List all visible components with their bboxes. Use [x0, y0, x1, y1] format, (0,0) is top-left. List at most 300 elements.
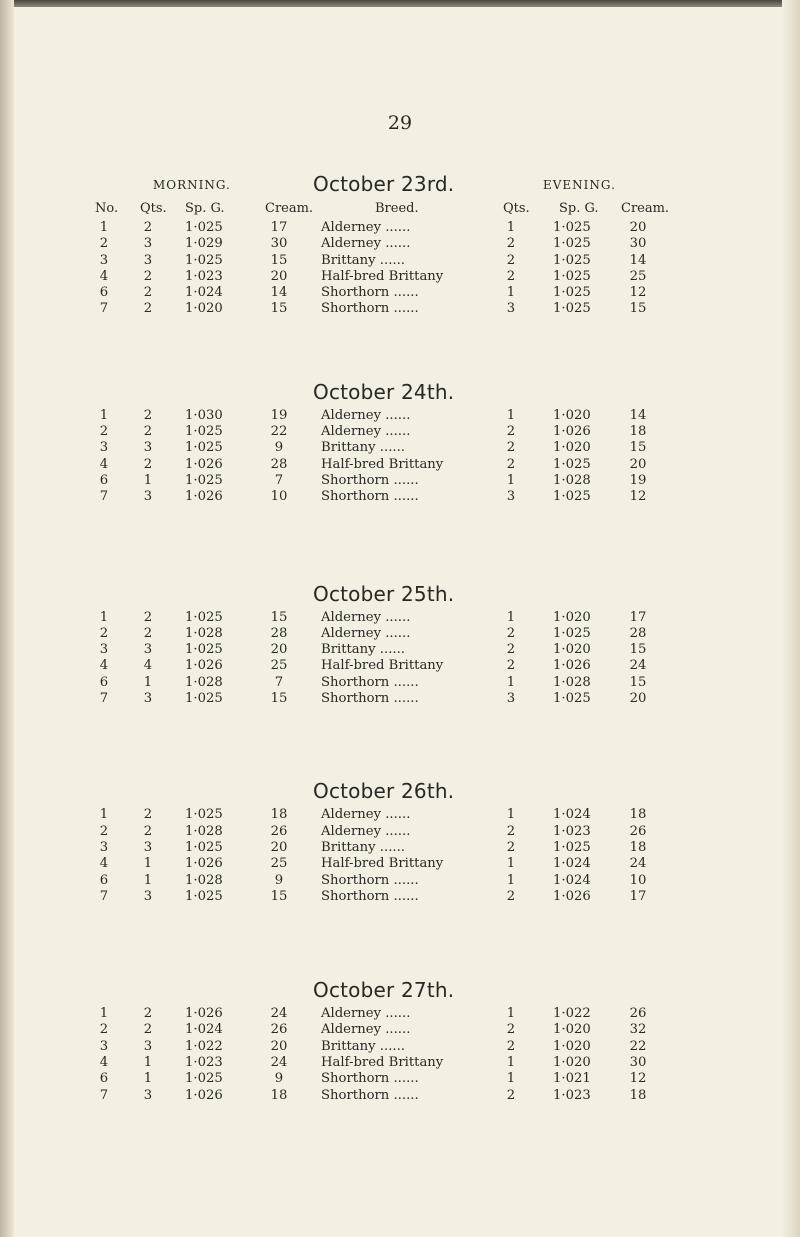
evening-qts-cell: 1: [506, 1071, 516, 1087]
table-row: [95, 1055, 795, 1071]
table-row: [95, 457, 795, 473]
table-row: [95, 1088, 795, 1104]
evening-qts-cell: 2: [506, 252, 516, 268]
breed-cell: Alderney ......: [321, 236, 411, 252]
morning-cream-cell: 20: [270, 839, 288, 855]
section-title-line: [95, 972, 795, 1006]
morning-spg-cell: 1·030: [185, 407, 223, 423]
morning-spg-cell: 1·025: [185, 642, 223, 658]
morning-qts-cell: 3: [143, 1038, 153, 1054]
evening-cream-cell: 24: [629, 658, 647, 674]
breed-cell: Brittany ......: [321, 1038, 405, 1054]
evening-cream-cell: 14: [629, 407, 647, 423]
breed-cell: Alderney ......: [321, 625, 411, 641]
morning-cream-cell: 9: [274, 872, 284, 888]
table-row: [95, 824, 795, 840]
evening-qts-cell: 3: [506, 301, 516, 317]
morning-spg-cell: 1·022: [185, 1038, 223, 1054]
morning-cream-cell: 22: [270, 424, 288, 440]
evening-cream-cell: 12: [629, 489, 647, 505]
col-breed: Breed.: [375, 201, 419, 216]
breed-cell: Alderney ......: [321, 1006, 411, 1022]
evening-spg-cell: 1·025: [553, 285, 591, 301]
evening-qts-cell: 2: [506, 456, 516, 472]
morning-cream-cell: 26: [270, 1022, 288, 1038]
table-row: [95, 301, 795, 317]
evening-qts-cell: 1: [506, 1006, 516, 1022]
breed-cell: Shorthorn ......: [321, 285, 419, 301]
evening-qts-cell: 1: [506, 807, 516, 823]
morning-qts-cell: 2: [143, 625, 153, 641]
col-evening-qts: Qts.: [503, 201, 530, 216]
morning-qts-cell: 3: [143, 888, 153, 904]
table-row: [95, 269, 795, 285]
morning-spg-cell: 1·023: [185, 1055, 223, 1071]
evening-qts-cell: 2: [506, 642, 516, 658]
morning-qts-cell: 4: [143, 658, 153, 674]
table-row: [95, 1022, 795, 1038]
table-row: [95, 440, 795, 456]
row-no-cell: 2: [99, 424, 109, 440]
morning-cream-cell: 7: [274, 472, 284, 488]
breed-cell: Half-bred Brittany: [321, 456, 444, 472]
evening-qts-cell: 1: [506, 220, 516, 235]
evening-cream-cell: 20: [629, 456, 647, 472]
evening-cream-cell: 24: [629, 856, 647, 872]
evening-cream-cell: 28: [629, 625, 647, 641]
morning-qts-cell: 3: [143, 691, 153, 707]
morning-spg-cell: 1·020: [185, 301, 223, 317]
table-row: [95, 626, 795, 642]
evening-cream-cell: 17: [629, 609, 647, 625]
row-no-cell: 7: [99, 888, 109, 904]
morning-spg-cell: 1·028: [185, 625, 223, 641]
morning-cream-cell: 18: [270, 1087, 288, 1103]
evening-qts-cell: 2: [506, 625, 516, 641]
evening-qts-cell: 2: [506, 424, 516, 440]
morning-spg-cell: 1·029: [185, 236, 223, 252]
evening-spg-cell: 1·020: [553, 440, 591, 456]
row-no-cell: 7: [99, 489, 109, 505]
breed-cell: Alderney ......: [321, 823, 411, 839]
row-no-cell: 1: [99, 609, 109, 625]
evening-qts-cell: 2: [506, 839, 516, 855]
morning-spg-cell: 1·026: [185, 489, 223, 505]
evening-spg-cell: 1·020: [553, 609, 591, 625]
evening-qts-cell: 2: [506, 440, 516, 456]
breed-cell: Brittany ......: [321, 252, 405, 268]
morning-cream-cell: 9: [274, 440, 284, 456]
morning-cream-cell: 15: [270, 301, 288, 317]
page-left-edge: [0, 0, 14, 1237]
evening-qts-cell: 2: [506, 658, 516, 674]
day-section: [95, 576, 795, 708]
morning-cream-cell: 14: [270, 285, 288, 301]
row-no-cell: 2: [99, 236, 109, 252]
morning-qts-cell: 2: [143, 456, 153, 472]
evening-spg-cell: 1·024: [553, 872, 591, 888]
evening-spg-cell: 1·020: [553, 1022, 591, 1038]
evening-cream-cell: 30: [629, 1055, 647, 1071]
morning-qts-cell: 1: [143, 1071, 153, 1087]
row-no-cell: 6: [99, 872, 109, 888]
evening-qts-cell: 2: [506, 823, 516, 839]
morning-qts-cell: 3: [143, 642, 153, 658]
breed-cell: Alderney ......: [321, 609, 411, 625]
session-header: [95, 172, 795, 198]
morning-cream-cell: 28: [270, 456, 288, 472]
morning-spg-cell: 1·026: [185, 856, 223, 872]
breed-cell: Alderney ......: [321, 424, 411, 440]
evening-spg-cell: 1·025: [553, 456, 591, 472]
row-no-cell: 2: [99, 625, 109, 641]
evening-spg-cell: 1·023: [553, 823, 591, 839]
table-row: [95, 610, 795, 626]
col-morning-cream: Cream.: [265, 201, 314, 216]
evening-qts-cell: 3: [506, 691, 516, 707]
evening-spg-cell: 1·025: [553, 625, 591, 641]
evening-cream-cell: 30: [629, 236, 647, 252]
section-title-line: [95, 576, 795, 610]
evening-spg-cell: 1·026: [553, 658, 591, 674]
evening-cream-cell: 19: [629, 472, 647, 488]
evening-cream-cell: 12: [629, 285, 647, 301]
evening-qts-cell: 1: [506, 856, 516, 872]
evening-spg-cell: 1·022: [553, 1006, 591, 1022]
evening-spg-cell: 1·025: [553, 220, 591, 235]
morning-qts-cell: 2: [143, 1022, 153, 1038]
evening-cream-cell: 32: [629, 1022, 647, 1038]
morning-qts-cell: 3: [143, 236, 153, 252]
breed-cell: Alderney ......: [321, 1022, 411, 1038]
morning-spg-cell: 1·024: [185, 285, 223, 301]
morning-qts-cell: 3: [143, 839, 153, 855]
evening-cream-cell: 15: [629, 642, 647, 658]
morning-spg-cell: 1·028: [185, 823, 223, 839]
morning-qts-cell: 1: [143, 1055, 153, 1071]
row-no-cell: 1: [99, 807, 109, 823]
morning-spg-cell: 1·025: [185, 691, 223, 707]
row-no-cell: 3: [99, 1038, 109, 1054]
evening-qts-cell: 1: [506, 407, 516, 423]
evening-cream-cell: 25: [629, 268, 647, 284]
breed-cell: Shorthorn ......: [321, 1071, 419, 1087]
row-no-cell: 7: [99, 301, 109, 317]
morning-cream-cell: 20: [270, 1038, 288, 1054]
section-title: October 23rd.: [313, 172, 455, 196]
evening-spg-cell: 1·026: [553, 888, 591, 904]
evening-qts-cell: 1: [506, 1055, 516, 1071]
evening-spg-cell: 1·026: [553, 424, 591, 440]
morning-cream-cell: 15: [270, 609, 288, 625]
morning-cream-cell: 10: [270, 489, 288, 505]
morning-cream-cell: 26: [270, 823, 288, 839]
morning-cream-cell: 20: [270, 642, 288, 658]
column-headers: [95, 198, 795, 220]
morning-qts-cell: 1: [143, 872, 153, 888]
morning-cream-cell: 7: [274, 674, 284, 690]
morning-spg-cell: 1·025: [185, 472, 223, 488]
evening-qts-cell: 1: [506, 609, 516, 625]
dairy-table: [95, 172, 795, 1104]
breed-cell: Alderney ......: [321, 220, 411, 235]
morning-cream-cell: 24: [270, 1006, 288, 1022]
breed-cell: Alderney ......: [321, 807, 411, 823]
breed-cell: Brittany ......: [321, 839, 405, 855]
morning-cream-cell: 15: [270, 888, 288, 904]
breed-cell: Half-bred Brittany: [321, 1055, 444, 1071]
morning-cream-cell: 30: [270, 236, 288, 252]
row-no-cell: 4: [99, 856, 109, 872]
table-row: [95, 1039, 795, 1055]
sections-container: [95, 220, 795, 1104]
table-row: [95, 220, 795, 236]
evening-qts-cell: 1: [506, 285, 516, 301]
evening-spg-cell: 1·028: [553, 472, 591, 488]
day-section: [95, 972, 795, 1104]
page-number: 29: [387, 112, 413, 134]
table-row: [95, 489, 795, 505]
breed-cell: Half-bred Brittany: [321, 856, 444, 872]
row-no-cell: 4: [99, 456, 109, 472]
row-no-cell: 1: [99, 407, 109, 423]
row-no-cell: 3: [99, 252, 109, 268]
evening-qts-cell: 2: [506, 236, 516, 252]
evening-cream-cell: 18: [629, 839, 647, 855]
section-title: October 27th.: [313, 978, 455, 1003]
row-no-cell: 7: [99, 1087, 109, 1103]
morning-spg-cell: 1·025: [185, 839, 223, 855]
morning-qts-cell: 3: [143, 252, 153, 268]
morning-spg-cell: 1·025: [185, 1071, 223, 1087]
morning-cream-cell: 28: [270, 625, 288, 641]
evening-qts-cell: 2: [506, 268, 516, 284]
evening-cream-cell: 15: [629, 301, 647, 317]
morning-qts-cell: 3: [143, 489, 153, 505]
breed-cell: Shorthorn ......: [321, 888, 419, 904]
day-section: [95, 374, 795, 506]
evening-label: EVENING.: [543, 178, 616, 192]
evening-qts-cell: 3: [506, 489, 516, 505]
evening-spg-cell: 1·024: [553, 856, 591, 872]
evening-spg-cell: 1·025: [553, 236, 591, 252]
table-row: [95, 856, 795, 872]
morning-qts-cell: 2: [143, 220, 153, 235]
morning-qts-cell: 2: [143, 1006, 153, 1022]
morning-spg-cell: 1·025: [185, 252, 223, 268]
row-no-cell: 2: [99, 1022, 109, 1038]
table-row: [95, 424, 795, 440]
section-title: October 26th.: [313, 779, 455, 804]
morning-spg-cell: 1·025: [185, 609, 223, 625]
evening-spg-cell: 1·028: [553, 674, 591, 690]
morning-cream-cell: 19: [270, 407, 288, 423]
table-row: [95, 253, 795, 269]
table-row: [95, 1006, 795, 1022]
morning-qts-cell: 2: [143, 268, 153, 284]
breed-cell: Brittany ......: [321, 642, 405, 658]
morning-spg-cell: 1·024: [185, 1022, 223, 1038]
row-no-cell: 7: [99, 691, 109, 707]
morning-spg-cell: 1·025: [185, 440, 223, 456]
section-title: October 24th.: [313, 379, 455, 404]
morning-qts-cell: 2: [143, 285, 153, 301]
row-no-cell: 1: [99, 220, 109, 235]
evening-cream-cell: 15: [629, 674, 647, 690]
evening-cream-cell: 22: [629, 1038, 647, 1054]
table-row: [95, 675, 795, 691]
morning-qts-cell: 1: [143, 856, 153, 872]
morning-qts-cell: 3: [143, 440, 153, 456]
table-row: [95, 285, 795, 301]
evening-spg-cell: 1·020: [553, 1055, 591, 1071]
evening-cream-cell: 15: [629, 440, 647, 456]
evening-qts-cell: 2: [506, 1087, 516, 1103]
morning-spg-cell: 1·025: [185, 888, 223, 904]
row-no-cell: 4: [99, 1055, 109, 1071]
col-morning-spg: Sp. G.: [185, 201, 225, 216]
table-row: [95, 642, 795, 658]
table-row: [95, 658, 795, 674]
evening-cream-cell: 10: [629, 872, 647, 888]
evening-qts-cell: 2: [506, 1038, 516, 1054]
table-row: [95, 873, 795, 889]
col-evening-spg: Sp. G.: [559, 201, 599, 216]
morning-cream-cell: 18: [270, 807, 288, 823]
breed-cell: Shorthorn ......: [321, 674, 419, 690]
morning-spg-cell: 1·023: [185, 268, 223, 284]
day-section: [95, 773, 795, 905]
row-no-cell: 3: [99, 642, 109, 658]
evening-cream-cell: 18: [629, 1087, 647, 1103]
table-row: [95, 236, 795, 252]
evening-spg-cell: 1·020: [553, 642, 591, 658]
evening-spg-cell: 1·025: [553, 839, 591, 855]
evening-spg-cell: 1·025: [553, 268, 591, 284]
row-no-cell: 4: [99, 658, 109, 674]
row-no-cell: 6: [99, 1071, 109, 1087]
table-row: [95, 889, 795, 905]
evening-cream-cell: 26: [629, 1006, 647, 1022]
evening-cream-cell: 20: [629, 691, 647, 707]
evening-cream-cell: 26: [629, 823, 647, 839]
breed-cell: Shorthorn ......: [321, 301, 419, 317]
morning-qts-cell: 2: [143, 424, 153, 440]
section-title: October 25th.: [313, 581, 455, 606]
evening-qts-cell: 1: [506, 872, 516, 888]
evening-spg-cell: 1·025: [553, 691, 591, 707]
col-no: No.: [95, 201, 119, 216]
evening-cream-cell: 17: [629, 888, 647, 904]
morning-cream-cell: 17: [270, 220, 288, 235]
breed-cell: Half-bred Brittany: [321, 658, 444, 674]
section-title-line: [95, 374, 795, 408]
morning-cream-cell: 15: [270, 252, 288, 268]
morning-qts-cell: 1: [143, 472, 153, 488]
section-title-line: [95, 773, 795, 807]
morning-spg-cell: 1·026: [185, 456, 223, 472]
morning-spg-cell: 1·028: [185, 674, 223, 690]
evening-qts-cell: 1: [506, 472, 516, 488]
morning-spg-cell: 1·025: [185, 220, 223, 235]
table-row: [95, 691, 795, 707]
morning-spg-cell: 1·026: [185, 1087, 223, 1103]
morning-cream-cell: 25: [270, 856, 288, 872]
morning-qts-cell: 2: [143, 823, 153, 839]
breed-cell: Half-bred Brittany: [321, 268, 444, 284]
table-row: [95, 473, 795, 489]
evening-cream-cell: 20: [629, 220, 647, 235]
table-row: [95, 1071, 795, 1087]
morning-cream-cell: 25: [270, 658, 288, 674]
morning-cream-cell: 20: [270, 268, 288, 284]
evening-spg-cell: 1·020: [553, 407, 591, 423]
morning-cream-cell: 24: [270, 1055, 288, 1071]
morning-qts-cell: 2: [143, 301, 153, 317]
evening-cream-cell: 18: [629, 807, 647, 823]
morning-spg-cell: 1·025: [185, 424, 223, 440]
page-top-edge: [0, 0, 800, 7]
evening-spg-cell: 1·024: [553, 807, 591, 823]
col-evening-cream: Cream.: [621, 201, 670, 216]
breed-cell: Alderney ......: [321, 407, 411, 423]
evening-spg-cell: 1·025: [553, 489, 591, 505]
morning-qts-cell: 2: [143, 407, 153, 423]
morning-qts-cell: 3: [143, 1087, 153, 1103]
col-morning-qts: Qts.: [140, 201, 167, 216]
evening-spg-cell: 1·023: [553, 1087, 591, 1103]
row-no-cell: 3: [99, 839, 109, 855]
breed-cell: Shorthorn ......: [321, 691, 419, 707]
evening-spg-cell: 1·025: [553, 301, 591, 317]
evening-cream-cell: 12: [629, 1071, 647, 1087]
morning-spg-cell: 1·026: [185, 658, 223, 674]
row-no-cell: 3: [99, 440, 109, 456]
row-no-cell: 6: [99, 285, 109, 301]
morning-spg-cell: 1·025: [185, 807, 223, 823]
evening-qts-cell: 2: [506, 1022, 516, 1038]
morning-label: MORNING.: [153, 178, 231, 192]
evening-cream-cell: 18: [629, 424, 647, 440]
morning-cream-cell: 9: [274, 1071, 284, 1087]
row-no-cell: 6: [99, 674, 109, 690]
morning-spg-cell: 1·028: [185, 872, 223, 888]
table-row: [95, 408, 795, 424]
evening-qts-cell: 2: [506, 888, 516, 904]
evening-qts-cell: 1: [506, 674, 516, 690]
table-row: [95, 840, 795, 856]
breed-cell: Shorthorn ......: [321, 1087, 419, 1103]
breed-cell: Shorthorn ......: [321, 872, 419, 888]
morning-spg-cell: 1·026: [185, 1006, 223, 1022]
morning-qts-cell: 2: [143, 609, 153, 625]
table-row: [95, 807, 795, 823]
breed-cell: Shorthorn ......: [321, 472, 419, 488]
evening-cream-cell: 14: [629, 252, 647, 268]
evening-spg-cell: 1·021: [553, 1071, 591, 1087]
morning-qts-cell: 2: [143, 807, 153, 823]
evening-spg-cell: 1·020: [553, 1038, 591, 1054]
day-section: [95, 220, 795, 318]
row-no-cell: 6: [99, 472, 109, 488]
morning-cream-cell: 15: [270, 691, 288, 707]
breed-cell: Brittany ......: [321, 440, 405, 456]
breed-cell: Shorthorn ......: [321, 489, 419, 505]
morning-qts-cell: 1: [143, 674, 153, 690]
row-no-cell: 1: [99, 1006, 109, 1022]
evening-spg-cell: 1·025: [553, 252, 591, 268]
row-no-cell: 4: [99, 268, 109, 284]
